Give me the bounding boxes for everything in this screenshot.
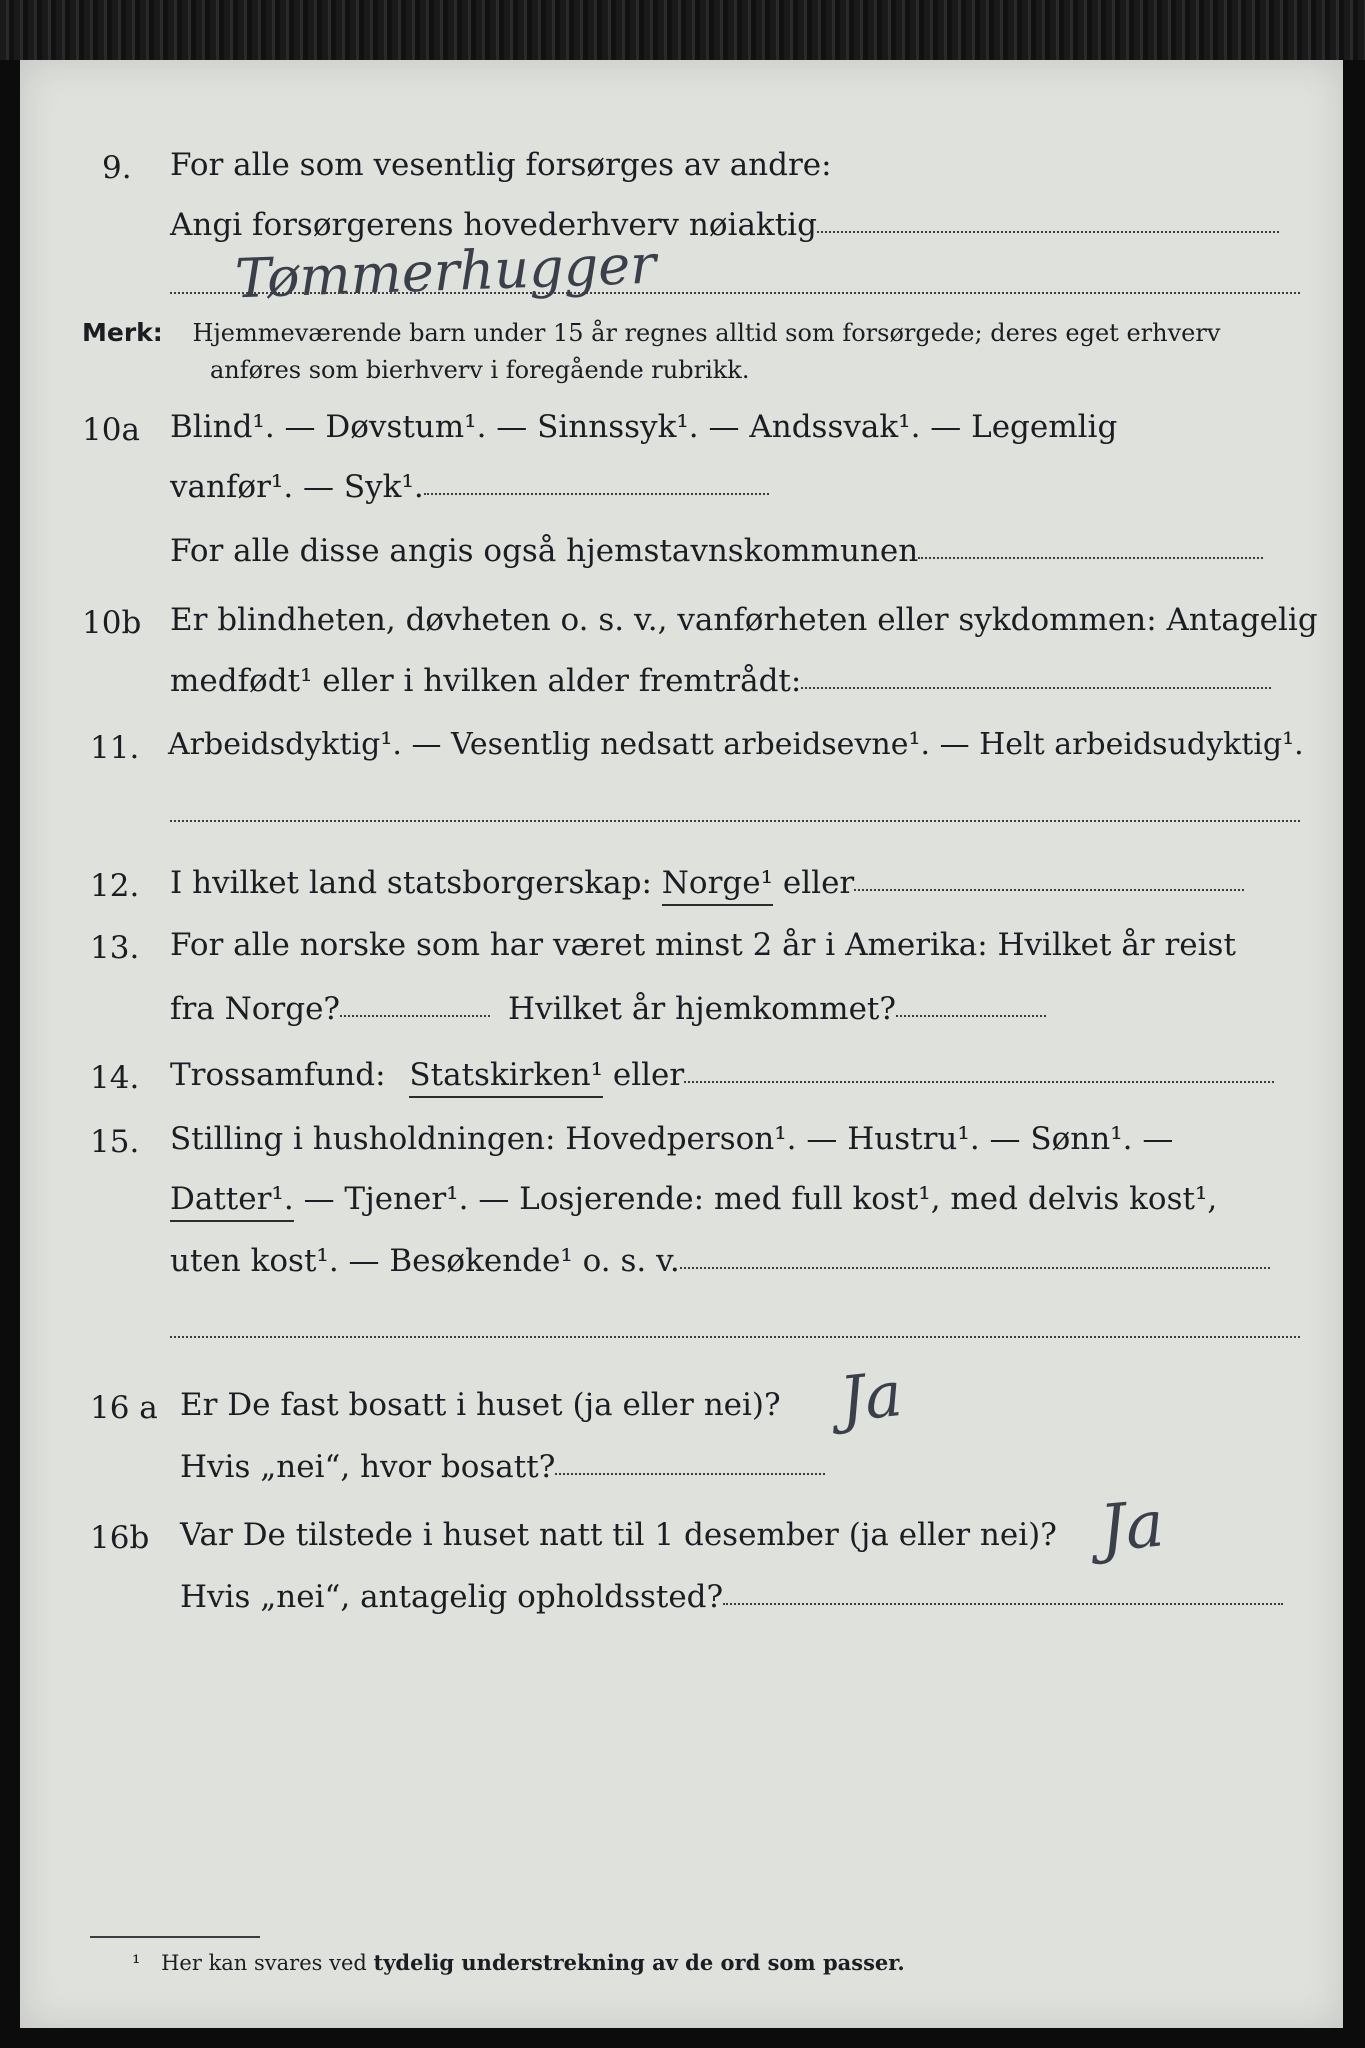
q10b-line1: Er blindheten, døvheten o. s. v., vanførheten eller sykdommen: Antagelig: [170, 602, 1318, 638]
q16a-answer-line: [555, 1473, 825, 1475]
q9-handwritten-answer: Tømmerhugger: [234, 232, 657, 311]
q10a-number: 10a: [82, 412, 140, 448]
q10b-line2-text: medfødt¹ eller i hvilken alder fremtrådt:: [170, 663, 802, 699]
q13-number: 13.: [90, 930, 140, 966]
q10b-number: 10b: [82, 605, 142, 641]
q14-underlined-statskirken: Statskirken¹: [409, 1057, 603, 1098]
footnote-mark: ¹: [132, 1951, 141, 1975]
q14-prefix: Trossamfund:: [170, 1057, 386, 1093]
q15-number: 15.: [90, 1124, 140, 1160]
q15-answer-line-2: [170, 1336, 1300, 1338]
q16b-line2-text: Hvis „nei“, antagelig opholdssted?: [180, 1579, 724, 1615]
footnote: [132, 1950, 905, 1975]
q16b-line1: Var De tilstede i huset natt til 1 desember (ja eller nei)?: [180, 1517, 1057, 1553]
q10a-answer-line: [424, 493, 769, 495]
merk-label: Merk:: [82, 318, 163, 347]
q16a-line2-text: Hvis „nei“, hvor bosatt?: [180, 1449, 556, 1485]
merk-text-1: Hjemmeværende barn under 15 år regnes alltid som forsørgede; deres eget erhverv: [192, 319, 1221, 347]
scan-edge: [0, 0, 1365, 60]
q9-number: 9.: [102, 150, 132, 186]
q16a-line1: Er De fast bosatt i huset (ja eller nei)?: [180, 1387, 781, 1423]
footnote-rule: [90, 1936, 260, 1938]
q16a-line2: [180, 1449, 1343, 1485]
q13-line2b: Hvilket år hjemkommet?: [508, 991, 897, 1027]
q12-number: 12.: [90, 868, 140, 904]
q12-line: [170, 865, 1343, 901]
q14-line: [170, 1057, 1343, 1093]
q13-line2a: fra Norge?: [170, 991, 341, 1027]
q16b-line2: [180, 1579, 1343, 1615]
q9-answer-line-2: [170, 292, 1300, 294]
q13-line2: [170, 991, 1343, 1027]
q9-line1: For alle som vesentlig forsørges av andre:: [170, 147, 832, 183]
q10a-line3-text: For alle disse angis også hjemstavnskommunen: [170, 533, 919, 569]
q10a-line2: [170, 469, 1343, 505]
q9-answer-line: [817, 231, 1279, 233]
q16a-handwritten-answer: Ja: [836, 1356, 906, 1437]
footnote-text-plain: Her kan svares ved: [161, 1951, 367, 1975]
census-form-page: [20, 60, 1343, 2028]
q13-line1: For alle norske som har været minst 2 år i Amerika: Hvilket år reist: [170, 927, 1236, 963]
q15-line2-rest: — Tjener¹. — Losjerende: med full kost¹, med delvis kost¹,: [303, 1181, 1218, 1217]
merk-line1: [82, 320, 1343, 345]
q11-number: 11.: [90, 730, 140, 766]
q9-line2-text: Angi forsørgerens hovederhverv nøiaktig: [170, 207, 817, 243]
q15-line2: [170, 1181, 1343, 1217]
q11-line1: Arbeidsdyktig¹. — Vesentlig nedsatt arbeidsevne¹. — Helt arbeidsudyktig¹.: [168, 727, 1304, 762]
q9-line2: [170, 207, 1343, 243]
q10b-line2: [170, 663, 1343, 699]
q14-suffix: eller: [612, 1057, 685, 1093]
q10b-answer-line: [801, 687, 1271, 689]
q10a-kommune-line: [918, 557, 1263, 559]
footnote-text-bold: tydelig understrekning av de ord som passer.: [373, 1950, 905, 1975]
q11-answer-line: [170, 820, 1300, 822]
q15-line1: Stilling i husholdningen: Hovedperson¹. — Hustru¹. — Sønn¹. —: [170, 1121, 1174, 1157]
q16b-handwritten-answer: Ja: [1096, 1487, 1167, 1567]
q10a-line2-text: vanfør¹. — Syk¹.: [170, 469, 424, 505]
q10a-line3: [170, 533, 1343, 569]
q16b-answer-line: [723, 1603, 1283, 1605]
merk-line2: anføres som bierhverv i foregående rubrikk.: [210, 356, 750, 384]
q13-hjemkommet-line: [896, 1015, 1046, 1017]
q14-answer-line: [684, 1081, 1274, 1083]
q15-line3-text: uten kost¹. — Besøkende¹ o. s. v.: [170, 1243, 680, 1279]
q15-underlined-datter: Datter¹.: [170, 1181, 294, 1222]
q12-answer-line: [854, 889, 1244, 891]
q10a-line1: Blind¹. — Døvstum¹. — Sinnssyk¹. — Andssvak¹. — Legemlig: [170, 409, 1118, 445]
q14-number: 14.: [90, 1060, 140, 1096]
q15-answer-line: [680, 1267, 1270, 1269]
q16b-number: 16b: [90, 1520, 150, 1556]
q12-suffix: eller: [782, 865, 855, 901]
q16a-number: 16 a: [90, 1390, 158, 1426]
q13-reist-line: [340, 1015, 490, 1017]
q15-line3: [170, 1243, 1343, 1279]
q12-prefix: I hvilket land statsborgerskap:: [170, 865, 652, 901]
q12-underlined-norge: Norge¹: [662, 865, 773, 906]
